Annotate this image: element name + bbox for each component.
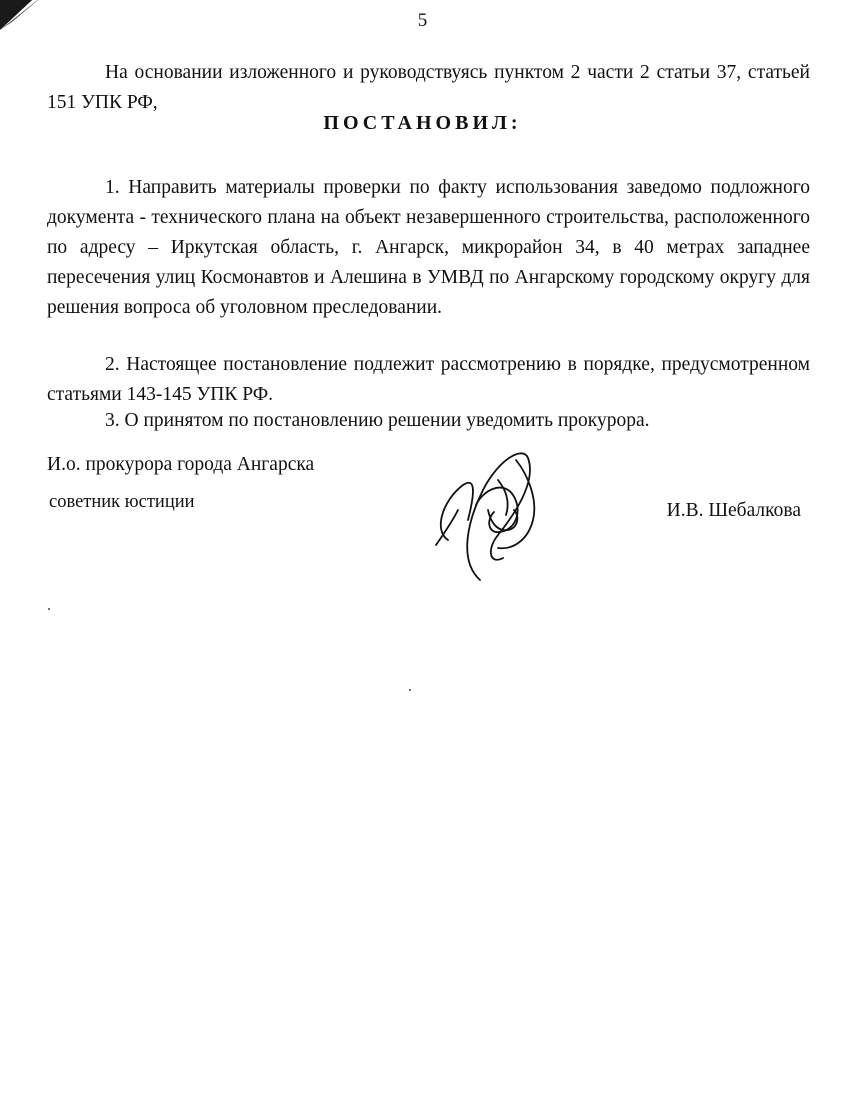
- page-number: 5: [417, 10, 428, 31]
- signatory-name: И.В. Шебалкова: [666, 500, 801, 521]
- scan-speck: [409, 689, 411, 691]
- signatory-position: И.о. прокурора города Ангарска: [47, 454, 315, 475]
- handwritten-signature: [428, 440, 548, 590]
- resolution-item-2: 2. Настоящее постановление подлежит рассмотрению в порядке, предусмотренном статьями 143-145 УПК РФ.: [47, 354, 810, 405]
- signatory-rank: советник юстиции: [49, 492, 195, 512]
- resolution-item-1: 1. Направить материалы проверки по факту использования заведомо подложного документа - технического плана на объект незавершенного строительства, расположенного по адресу – Иркутская область, г. Ангарск, микрорайон 34, в 40 метрах западнее пересечения улиц Космонавтов и Алешина в УМВД по Ангарскому городскому округу для решения вопроса об уголовном преследовании.: [47, 177, 810, 318]
- intro-paragraph: На основании изложенного и руководствуясь пунктом 2 части 2 статьи 37, статьей 151 УПК РФ,: [47, 62, 810, 113]
- resolution-item-3: 3. О принятом по постановлению решении уведомить прокурора.: [105, 410, 650, 431]
- resolution-heading: ПОСТАНОВИЛ:: [323, 112, 522, 134]
- scan-speck: [48, 608, 50, 610]
